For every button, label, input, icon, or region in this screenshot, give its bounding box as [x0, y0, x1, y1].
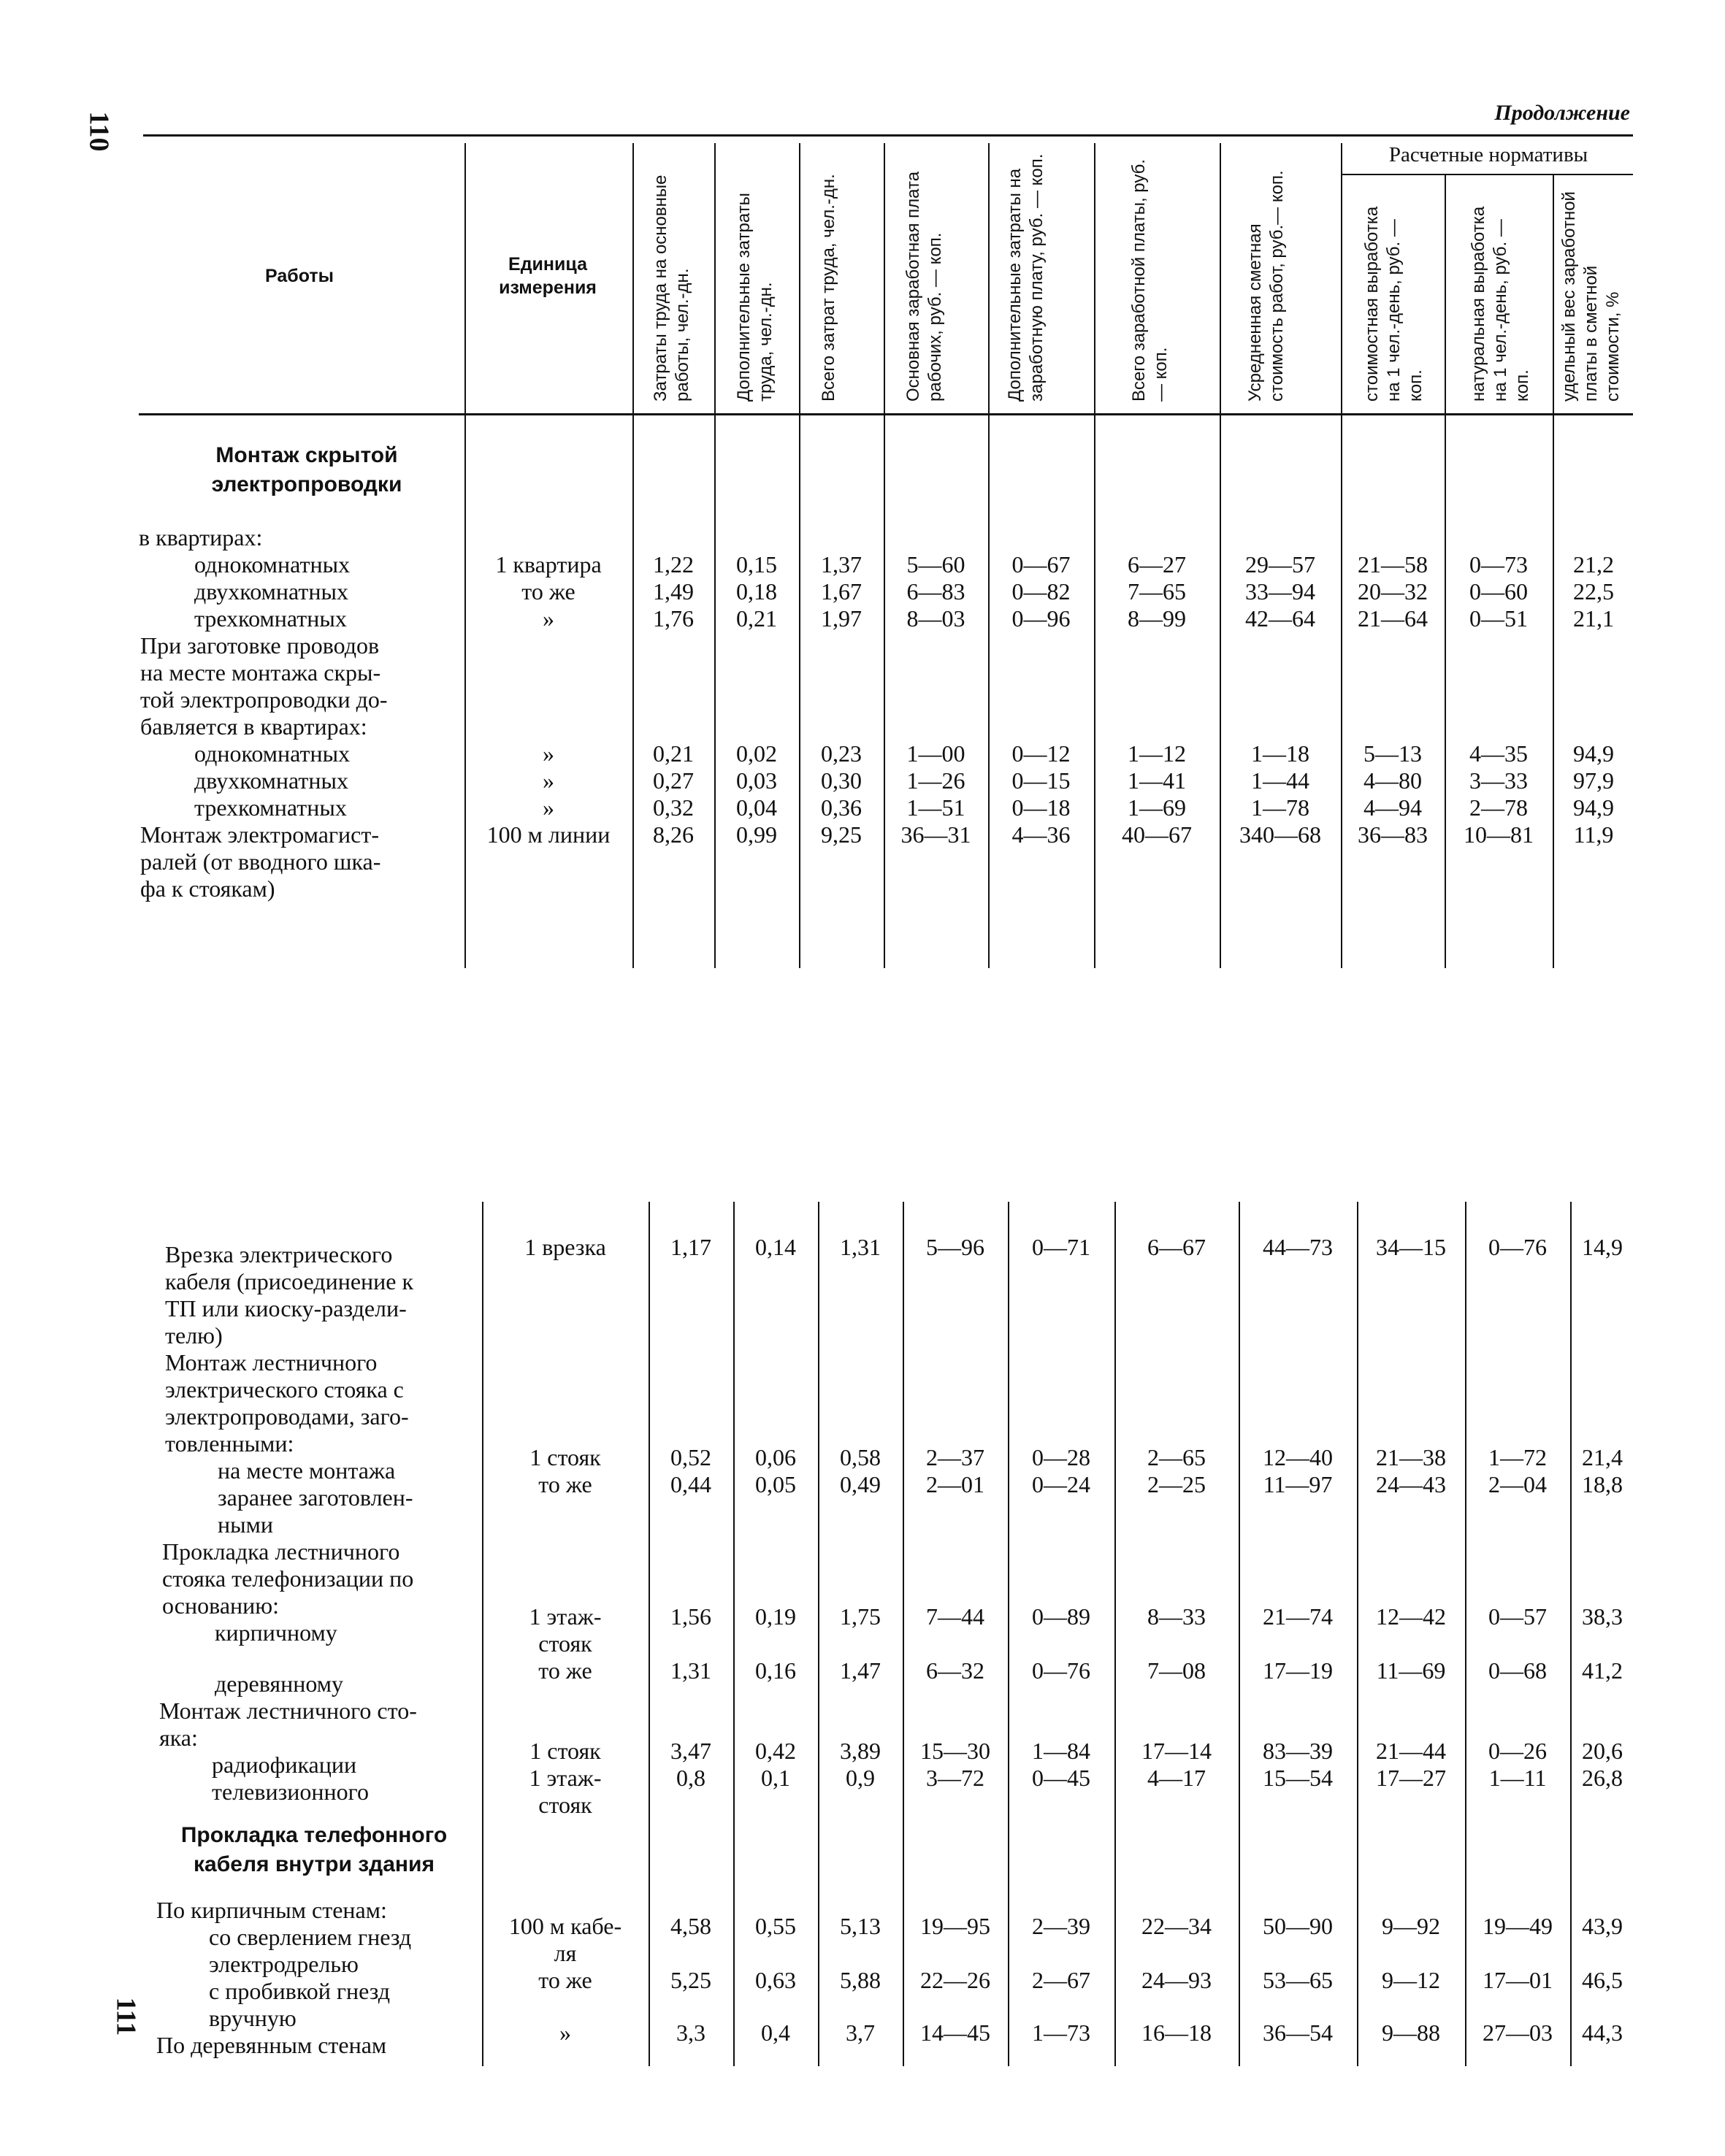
value-cell: 0—51 — [1469, 605, 1528, 632]
row-label: однокомнатных — [194, 740, 351, 767]
value-cell: 0,19 — [755, 1603, 796, 1630]
row-unit: 100 м линии — [486, 821, 611, 848]
row-unit: » — [543, 767, 554, 794]
value-cell: 24—93 — [1141, 1967, 1212, 1993]
row-label: однокомнатных — [194, 551, 351, 578]
value-cell: 11—97 — [1263, 1471, 1333, 1497]
value-cell: 17—19 — [1263, 1657, 1333, 1684]
value-cell: 7—44 — [926, 1603, 984, 1630]
value-cell: 6—67 — [1147, 1234, 1206, 1260]
row-label: той электропроводки до- — [140, 686, 388, 713]
top-body-rule — [139, 413, 1633, 415]
value-cell: 0—96 — [1011, 605, 1071, 632]
value-cell: 46,5 — [1582, 1967, 1623, 1993]
value-cell: 9,25 — [821, 821, 862, 848]
row-label: электрического стояка с — [165, 1376, 404, 1403]
value-cell: 0,1 — [761, 1765, 790, 1791]
row-label: ралей (от вводного шка- — [140, 848, 381, 875]
value-cell: 4—80 — [1363, 767, 1422, 794]
value-cell: 1,47 — [840, 1657, 881, 1684]
value-cell: 0,14 — [755, 1234, 796, 1260]
value-cell: 34—15 — [1376, 1234, 1446, 1260]
row-unit: то же — [538, 1967, 592, 1993]
section-title-bottom — [153, 1821, 475, 1879]
value-cell: 0,55 — [755, 1913, 796, 1939]
section-title-line: электропроводки — [211, 472, 402, 496]
row-label: электропроводами, заго- — [165, 1403, 409, 1430]
value-cell: 21,2 — [1573, 551, 1614, 578]
value-cell: 1—11 — [1488, 1765, 1547, 1791]
row-label: телевизионного — [212, 1779, 369, 1805]
value-cell: 14—45 — [920, 2019, 990, 2046]
value-cell: 0,44 — [670, 1471, 711, 1497]
value-cell: 5—60 — [906, 551, 965, 578]
value-cell: 0,21 — [736, 605, 777, 632]
value-cell: 0—28 — [1032, 1444, 1090, 1470]
header-col4: Основная заработная плата рабочих, руб. — коп. — [903, 171, 945, 402]
value-cell: 1,56 — [670, 1603, 711, 1630]
value-cell: 1—78 — [1251, 794, 1309, 821]
group-rule — [1341, 174, 1633, 175]
value-cell: 22—26 — [920, 1967, 990, 1993]
value-cell: 2—04 — [1488, 1471, 1547, 1497]
value-cell: 44,3 — [1582, 2019, 1623, 2046]
value-cell: 3,47 — [670, 1738, 711, 1764]
value-cell: 21—64 — [1358, 605, 1428, 632]
value-cell: 1—18 — [1251, 740, 1309, 767]
value-cell: 50—90 — [1263, 1913, 1333, 1939]
value-cell: 11,9 — [1573, 821, 1614, 848]
value-cell: 0,23 — [821, 740, 862, 767]
value-cell: 0—26 — [1488, 1738, 1547, 1764]
value-cell: 0—82 — [1011, 578, 1071, 605]
value-cell: 0,32 — [653, 794, 694, 821]
header-works: Работы — [265, 266, 334, 286]
row-unit: 1 этаж- — [529, 1765, 602, 1791]
value-cell: 24—43 — [1376, 1471, 1446, 1497]
section-title-line: Прокладка телефонного — [180, 1823, 448, 1847]
value-cell: 11—69 — [1376, 1657, 1446, 1684]
value-cell: 0—12 — [1011, 740, 1071, 767]
value-cell: 41,2 — [1582, 1657, 1623, 1684]
value-cell: 0—67 — [1011, 551, 1071, 578]
row-label: в квартирах: — [139, 524, 263, 550]
row-label: Врезка электрического — [165, 1241, 393, 1267]
value-cell: 8—03 — [906, 605, 965, 632]
value-cell: 5,88 — [840, 1967, 881, 1993]
value-cell: 12—42 — [1376, 1603, 1446, 1630]
header-col10: удельный вес заработной платы в сметной стоимости, % — [1559, 191, 1623, 402]
value-cell: 3,7 — [846, 2019, 875, 2046]
value-cell: 17—01 — [1483, 1967, 1553, 1993]
value-cell: 0,05 — [755, 1471, 796, 1497]
value-cell: 27—03 — [1483, 2019, 1553, 2046]
value-cell: 18,8 — [1582, 1471, 1623, 1497]
row-label: кабеля (присоединение к — [165, 1268, 414, 1294]
value-cell: 40—67 — [1122, 821, 1192, 848]
value-cell: 2—78 — [1469, 794, 1528, 821]
value-cell: 0—45 — [1032, 1765, 1090, 1791]
value-cell: 0,15 — [736, 551, 777, 578]
row-unit: то же — [521, 578, 575, 605]
row-unit: 1 врезка — [524, 1234, 606, 1260]
row-label: основанию: — [162, 1592, 280, 1619]
value-cell: 17—27 — [1376, 1765, 1446, 1791]
row-unit: 1 квартира — [495, 551, 602, 578]
value-cell: 0—57 — [1488, 1603, 1547, 1630]
row-unit: стояк — [538, 1630, 592, 1657]
row-unit: » — [543, 740, 554, 767]
value-cell: 16—18 — [1141, 2019, 1212, 2046]
value-cell: 94,9 — [1573, 740, 1614, 767]
value-cell: 19—95 — [920, 1913, 990, 1939]
row-unit: 1 этаж- — [529, 1603, 602, 1630]
value-cell: 0,02 — [736, 740, 777, 767]
value-cell: 21—38 — [1376, 1444, 1446, 1470]
value-cell: 0,52 — [670, 1444, 711, 1470]
value-cell: 7—08 — [1147, 1657, 1206, 1684]
value-cell: 0,16 — [755, 1657, 796, 1684]
value-cell: 1—12 — [1128, 740, 1186, 767]
value-cell: 2—25 — [1147, 1471, 1206, 1497]
row-label: ными — [218, 1511, 273, 1538]
header-col1: Затраты труда на основные работы, чел.-дн. — [651, 174, 692, 402]
row-unit: 1 стояк — [529, 1738, 601, 1764]
value-cell: 0,21 — [653, 740, 694, 767]
value-cell: 0,8 — [676, 1765, 705, 1791]
row-unit: то же — [538, 1657, 592, 1684]
header-unit: Единица измерения — [499, 254, 597, 298]
value-cell: 20—32 — [1358, 578, 1428, 605]
row-label: двухкомнатных — [194, 578, 348, 605]
value-cell: 17—14 — [1141, 1738, 1212, 1764]
value-cell: 1,31 — [670, 1657, 711, 1684]
value-cell: 2—37 — [926, 1444, 984, 1470]
header-col6: Всего заработной платы, руб. — коп. — [1129, 158, 1171, 402]
header-col9: натуральная выработка на 1 чел.-день, руб. — коп. — [1469, 206, 1532, 402]
value-cell: 0,27 — [653, 767, 694, 794]
row-label: Монтаж лестничного — [165, 1349, 378, 1376]
value-cell: 0—76 — [1032, 1657, 1090, 1684]
row-unit: ля — [554, 1940, 577, 1966]
row-label: Монтаж лестничного сто- — [159, 1697, 417, 1724]
value-cell: 42—64 — [1245, 605, 1315, 632]
value-cell: 1—72 — [1488, 1444, 1547, 1470]
row-unit: то же — [538, 1471, 592, 1497]
value-cell: 8—33 — [1147, 1603, 1206, 1630]
value-cell: 33—94 — [1245, 578, 1315, 605]
value-cell: 22,5 — [1573, 578, 1614, 605]
value-cell: 6—27 — [1128, 551, 1186, 578]
value-cell: 4,58 — [670, 1913, 711, 1939]
value-cell: 0—89 — [1032, 1603, 1090, 1630]
row-label: ТП или киоску-раздели- — [165, 1295, 407, 1321]
value-cell: 0,18 — [736, 578, 777, 605]
value-cell: 7—65 — [1128, 578, 1186, 605]
row-unit: » — [559, 2019, 571, 2046]
value-cell: 83—39 — [1263, 1738, 1333, 1764]
value-cell: 19—49 — [1483, 1913, 1553, 1939]
value-cell: 29—57 — [1245, 551, 1315, 578]
value-cell: 21,1 — [1573, 605, 1614, 632]
row-label: двухкомнатных — [194, 767, 348, 794]
value-cell: 4—36 — [1011, 821, 1071, 848]
value-cell: 0,58 — [840, 1444, 881, 1470]
value-cell: 6—83 — [906, 578, 965, 605]
value-cell: 0—71 — [1032, 1234, 1090, 1260]
value-cell: 0,30 — [821, 767, 862, 794]
value-cell: 10—81 — [1464, 821, 1534, 848]
row-label: на месте монтажа скры- — [140, 659, 381, 686]
value-cell: 1—41 — [1128, 767, 1186, 794]
row-label: трехкомнатных — [194, 605, 347, 632]
value-cell: 1—84 — [1032, 1738, 1090, 1764]
value-cell: 1—44 — [1251, 767, 1309, 794]
value-cell: 53—65 — [1263, 1967, 1333, 1993]
value-cell: 9—92 — [1382, 1913, 1440, 1939]
value-cell: 0,49 — [840, 1471, 881, 1497]
row-unit: 100 м кабе- — [508, 1913, 622, 1939]
value-cell: 0,4 — [761, 2019, 790, 2046]
row-label: фа к стоякам) — [140, 875, 275, 902]
value-cell: 43,9 — [1582, 1913, 1623, 1939]
value-cell: 0,03 — [736, 767, 777, 794]
value-cell: 1,67 — [821, 578, 862, 605]
continuation-label: Продолжение — [1494, 101, 1630, 125]
value-cell: 5—13 — [1363, 740, 1422, 767]
value-cell: 38,3 — [1582, 1603, 1623, 1630]
value-cell: 0,9 — [846, 1765, 875, 1791]
value-cell: 9—12 — [1382, 1967, 1440, 1993]
value-cell: 1,75 — [840, 1603, 881, 1630]
row-unit: стояк — [538, 1792, 592, 1818]
value-cell: 9—88 — [1382, 2019, 1440, 2046]
value-cell: 6—32 — [926, 1657, 984, 1684]
header-col5: Дополнительные затраты на заработную плату, руб. — коп. — [1005, 153, 1047, 402]
section-title-line: Монтаж скрытой — [215, 443, 398, 467]
value-cell: 12—40 — [1263, 1444, 1333, 1470]
row-label: с пробивкой гнезд — [209, 1978, 391, 2004]
page-number-bottom: 111 — [110, 1997, 142, 2036]
value-cell: 1—69 — [1128, 794, 1186, 821]
value-cell: 21—74 — [1263, 1603, 1333, 1630]
section-title-top — [153, 441, 460, 499]
value-cell: 8,26 — [653, 821, 694, 848]
value-cell: 3,3 — [676, 2019, 705, 2046]
value-cell: 36—54 — [1263, 2019, 1333, 2046]
header-group: Расчетные нормативы — [1388, 143, 1588, 166]
row-label: При заготовке проводов — [140, 632, 380, 659]
value-cell: 0,06 — [755, 1444, 796, 1470]
value-cell: 36—31 — [900, 821, 971, 848]
value-cell: 26,8 — [1582, 1765, 1623, 1791]
row-label: электродрелью — [209, 1951, 359, 1977]
row-label: По кирпичным стенам: — [156, 1897, 387, 1923]
value-cell: 14,9 — [1582, 1234, 1623, 1260]
value-cell: 1—51 — [906, 794, 965, 821]
row-label: стояка телефонизации по — [162, 1565, 414, 1592]
row-label: вручную — [209, 2005, 297, 2031]
value-cell: 1,97 — [821, 605, 862, 632]
value-cell: 4—35 — [1469, 740, 1528, 767]
value-cell: 0,36 — [821, 794, 862, 821]
value-cell: 0—76 — [1488, 1234, 1547, 1260]
value-cell: 1,22 — [653, 551, 694, 578]
header-col7: Усредненная сметная стоимость работ, руб.— коп. — [1245, 170, 1287, 402]
value-cell: 15—54 — [1263, 1765, 1333, 1791]
value-cell: 0,63 — [755, 1967, 796, 1993]
value-cell: 0—73 — [1469, 551, 1528, 578]
value-cell: 2—39 — [1032, 1913, 1090, 1939]
value-cell: 36—83 — [1358, 821, 1428, 848]
row-unit: » — [543, 794, 554, 821]
value-cell: 1,49 — [653, 578, 694, 605]
header-col3: Всего затрат труда, чел.-дн. — [819, 174, 838, 402]
value-cell: 1—73 — [1032, 2019, 1090, 2046]
value-cell: 2—67 — [1032, 1967, 1090, 1993]
row-unit: » — [543, 605, 554, 632]
value-cell: 21—58 — [1358, 551, 1428, 578]
value-cell: 0,99 — [736, 821, 777, 848]
value-cell: 8—99 — [1128, 605, 1186, 632]
value-cell: 0,42 — [755, 1738, 796, 1764]
value-cell: 0—24 — [1032, 1471, 1090, 1497]
value-cell: 4—17 — [1147, 1765, 1206, 1791]
value-cell: 4—94 — [1363, 794, 1422, 821]
row-label: товленными: — [165, 1430, 294, 1457]
value-cell: 2—01 — [926, 1471, 984, 1497]
row-label: деревянному — [215, 1670, 343, 1697]
value-cell: 20,6 — [1582, 1738, 1623, 1764]
value-cell: 1—26 — [906, 767, 965, 794]
row-label: Монтаж электромагист- — [140, 821, 380, 848]
value-cell: 1,76 — [653, 605, 694, 632]
row-label: на месте монтажа — [218, 1457, 396, 1484]
value-cell: 0—68 — [1488, 1657, 1547, 1684]
value-cell: 1—00 — [906, 740, 965, 767]
value-cell: 94,9 — [1573, 794, 1614, 821]
value-cell: 5—96 — [926, 1234, 984, 1260]
value-cell: 0—15 — [1011, 767, 1071, 794]
value-cell: 2—65 — [1147, 1444, 1206, 1470]
row-label: телю) — [165, 1322, 223, 1349]
value-cell: 3,89 — [840, 1738, 881, 1764]
page-number-top: 110 — [83, 111, 115, 152]
row-label: радиофикации — [212, 1752, 357, 1778]
value-cell: 44—73 — [1263, 1234, 1333, 1260]
value-cell: 22—34 — [1141, 1913, 1212, 1939]
row-label: со сверлением гнезд — [209, 1924, 412, 1950]
row-label: заранее заготовлен- — [218, 1484, 413, 1511]
row-label: Прокладка лестничного — [162, 1538, 400, 1565]
value-cell: 5,25 — [670, 1967, 711, 1993]
header-col2: Дополнительные затраты труда, чел.-дн. — [734, 193, 776, 402]
value-cell: 1,31 — [840, 1234, 881, 1260]
section-title-line: кабеля внутри здания — [194, 1852, 435, 1876]
row-unit: 1 стояк — [529, 1444, 601, 1470]
row-label: кирпичному — [215, 1619, 337, 1646]
top-header-rule — [143, 134, 1633, 137]
value-cell: 21—44 — [1376, 1738, 1446, 1764]
value-cell: 21,4 — [1582, 1444, 1623, 1470]
row-label: бавляется в квартирах: — [140, 713, 367, 740]
value-cell: 3—33 — [1469, 767, 1528, 794]
header-col8: стоимостная выработка на 1 чел.-день, руб. — коп. — [1362, 206, 1426, 402]
value-cell: 5,13 — [840, 1913, 881, 1939]
value-cell: 3—72 — [926, 1765, 984, 1791]
value-cell: 0—60 — [1469, 578, 1528, 605]
row-label: трехкомнатных — [194, 794, 347, 821]
row-label: По деревянным стенам — [156, 2032, 387, 2058]
value-cell: 0,04 — [736, 794, 777, 821]
row-label: яка: — [159, 1725, 198, 1751]
value-cell: 1,17 — [670, 1234, 711, 1260]
value-cell: 97,9 — [1573, 767, 1614, 794]
value-cell: 0—18 — [1011, 794, 1071, 821]
value-cell: 15—30 — [920, 1738, 990, 1764]
value-cell: 1,37 — [821, 551, 862, 578]
value-cell: 340—68 — [1239, 821, 1321, 848]
